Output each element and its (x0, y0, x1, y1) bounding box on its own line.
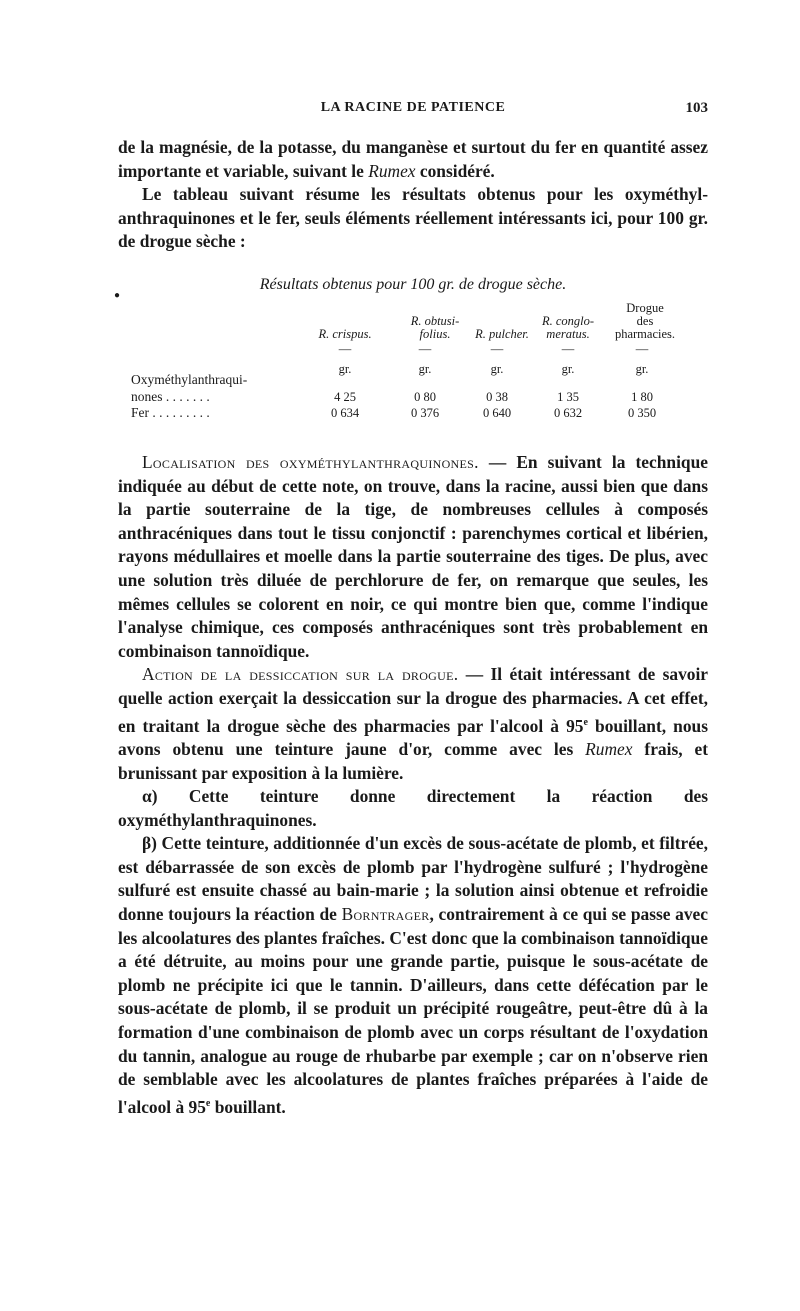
intro-line1-end: considéré. (415, 160, 495, 181)
rumex-italic: Rumex (585, 738, 633, 759)
table-cell: 1 80 (631, 390, 653, 404)
col-dash: — (561, 342, 575, 356)
unit-label: gr. (490, 362, 504, 376)
main-text (118, 451, 708, 1119)
table-cell: 0 80 (414, 390, 436, 404)
running-title: LA RACINE DE PATIENCE (320, 100, 506, 115)
section-localisation-text: — En suivant la technique indiquée au début de cette note, on trouve, dans la racine, aussi bien que dans la partie souterraine de la tige, de nombreuses cellules à composés anthracéniques dans tout le tissu conjonctif : parenchymes cortical et libérien, rayons médullaires et moelle dans la partie souterraine des tiges. De plus, avec une solution très diluée de perchlorure de fer, on remarque que seules, les mêmes cellules se colorent en noir, ce qui montre bien que, comme l'indique l'analyse chimique, ces composés anthracéniques sont très probablement en combinaison tannoïdique. (118, 452, 708, 661)
row-label-fer: Fer . . . . . . . . . (131, 405, 210, 420)
alpha-paragraph: α) Cette teinture donne directement la réaction des oxyméthylanthraquinones. (118, 786, 708, 830)
section-heading-localisation: Localisation des oxyméthylanthraquinones. (142, 452, 479, 472)
intro-paragraph-2: Le tableau suivant résume les résultats obtenus pour les oxyméthyl-anthraquinones et le fer, seuls éléments réellement intéressants ici, pour 100 gr. de drogue sèche : (118, 184, 708, 252)
section-action-text-b: bouillant, nous avons obtenu une teinture jaune d'or, comme avec les (118, 715, 708, 759)
unit-label: gr. (635, 362, 649, 376)
section-action-text-a: — Il était intéressant de savoir quelle action exerçait la dessiccation sur la drogue des pharmacies. A cet effet, en traitant la drogue sèche des pharmacies par l'alcool à 95 (118, 664, 709, 736)
col-header-obtusi-l2: folius. (419, 327, 451, 341)
col-header-drogue-l3: pharmacies. (614, 327, 676, 341)
table-cell: 1 35 (557, 390, 579, 404)
table-cell: 0 38 (486, 390, 508, 404)
bullet-mark: ● (114, 290, 121, 301)
col-dash: — (635, 342, 649, 356)
table-cell: 0 376 (410, 406, 440, 420)
results-table (0, 0, 800, 420)
table-cell: 4 25 (334, 390, 356, 404)
beta-text-a: β) Cette teinture, additionnée d'un excès de sous-acétate de plomb, et filtrée, est débarrassée de son excès de plomb par l'hydrogène sulfuré ; l'hydrogène sulfuré est ensuite chassé au bain-marie ; la solution ainsi obtenue et refroidie donne toujours la réaction de (118, 833, 708, 925)
superscript: e (205, 1097, 211, 1109)
table-cell: 0 640 (482, 406, 512, 420)
intro-line1-text: de la magnésie, de la potasse, du manganèse et surtout du fer en quantité assez importante et variable, suivant le (118, 137, 708, 181)
superscript: e (583, 716, 588, 728)
section-localisation (118, 451, 708, 663)
beta-paragraph (118, 832, 708, 1119)
section-action (118, 663, 708, 785)
table-cell: 0 632 (553, 406, 583, 420)
beta-text-c: bouillant. (210, 1096, 286, 1117)
unit-label: gr. (561, 362, 575, 376)
col-header-crispus: R. crispus. (318, 327, 372, 341)
col-header-drogue-l1: Drogue (626, 301, 664, 315)
section-heading-action: Action de la dessiccation sur la drogue. (142, 664, 459, 685)
beta-text-b: , contrairement à ce qui se passe avec les alcoolatures des plantes fraîches. C'est donc que la combinaison tannoïdique a été détruite, au moins pour une grande partie, puisque le sous-acétate de plomb ne précipite ici que le tannin. D'ailleurs, dans cette défécation par le sous-acétate de plomb, il se produit un précipité rougeâtre, peut-être dû à la formation d'une combinaison de plomb avec un corps résultant de l'oxydation du tannin, analogue au rouge de rhubarbe par exemple ; car on n'observe rien de semblable avec les alcoolatures de plantes fraîches préparées à l'aide de l'alcool à 95 (118, 904, 708, 1117)
unit-label: gr. (338, 362, 352, 376)
section-action-text-c: frais, et brunissant par exposition à la lumière. (118, 738, 709, 783)
table-cell: 0 350 (627, 406, 657, 420)
col-dash: — (338, 342, 352, 356)
rumex-italic: Rumex (368, 160, 416, 181)
row-label-oxy-l1: Oxyméthylanthraqui- (131, 372, 248, 387)
table-caption: Résultats obtenus pour 100 gr. de drogue sèche. (259, 276, 567, 293)
borntrager-name: Borntrager (341, 904, 430, 925)
col-header-drogue-l2: des (636, 314, 654, 328)
page-number: 103 (685, 100, 708, 116)
table-cell: 0 634 (330, 406, 360, 420)
col-header-conglo-l2: meratus. (546, 327, 590, 341)
unit-label: gr. (418, 362, 432, 376)
col-dash: — (490, 342, 504, 356)
col-header-conglo-l1: R. conglo- (541, 314, 595, 328)
row-label-oxy-l2: nones . . . . . . . (131, 389, 210, 404)
col-dash: — (418, 342, 432, 356)
col-header-pulcher: R. pulcher. (475, 327, 529, 341)
col-header-obtusi-l1: R. obtusi- (410, 314, 460, 328)
